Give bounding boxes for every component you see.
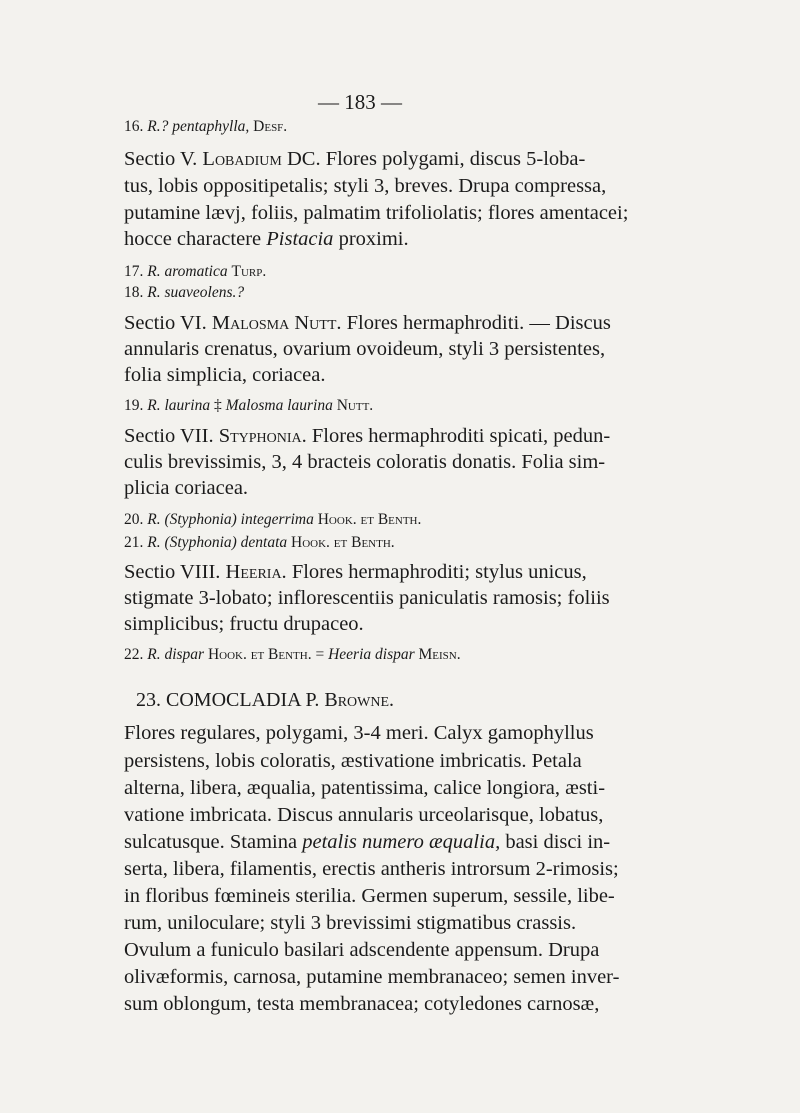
sectio-vii-line-2: culis brevissimis, 3, 4 bracteis coloratis donatis. Folia sim- [124, 451, 606, 473]
sectio-v-line-3: putamine lævj, foliis, palmatim trifoliolatis; flores amentacei; [124, 202, 629, 224]
desc-line-8: rum, uniloculare; styli 3 brevissimi stigmatibus crassis. [124, 912, 577, 934]
desc-line-7: in floribus fœmineis sterilia. Germen superum, sessile, libe- [124, 885, 615, 907]
genus-heading: 23. COMOCLADIA P. Browne. [136, 689, 395, 711]
list-item: 17. R. aromatica Turp. [124, 263, 267, 280]
list-item: 20. R. (Styphonia) integerrima Hook. et Benth. [124, 511, 422, 528]
sectio-viii-line-1: Sectio VIII. Heeria. Flores hermaphroditi; stylus unicus, [124, 561, 587, 583]
sectio-vii-line-3: plicia coriacea. [124, 477, 249, 499]
desc-line-9: Ovulum a funiculo basilari adscendente appensum. Drupa [124, 939, 600, 961]
desc-line-5: sulcatusque. Stamina petalis numero æqualia, basi disci in- [124, 831, 611, 853]
sectio-viii-line-2: stigmate 3-lobato; inflorescentiis paniculatis ramosis; foliis [124, 587, 610, 609]
desc-line-11: sum oblongum, testa membranacea; cotyledones carnosæ, [124, 993, 600, 1015]
list-item: 16. R.? pentaphylla, Desf. [124, 118, 288, 135]
desc-line-2: persistens, lobis coloratis, æstivatione imbricatis. Petala [124, 750, 582, 772]
sectio-v-line-4: hocce charactere Pistacia proximi. [124, 228, 409, 250]
list-item: 19. R. laurina ‡ Malosma laurina Nutt. [124, 397, 374, 414]
sectio-vi-line-3: folia simplicia, coriacea. [124, 364, 326, 386]
list-item: 21. R. (Styphonia) dentata Hook. et Benth. [124, 534, 395, 551]
list-item: 18. R. suaveolens.? [124, 284, 245, 301]
sectio-vii-line-1: Sectio VII. Styphonia. Flores hermaphroditi spicati, pedun- [124, 425, 611, 447]
sectio-viii-line-3: simplicibus; fructu drupaceo. [124, 613, 364, 635]
sectio-v-line-1: Sectio V. Lobadium DC. Flores polygami, discus 5-loba- [124, 148, 586, 170]
sectio-vi-line-2: annularis crenatus, ovarium ovoideum, styli 3 persistentes, [124, 338, 606, 360]
sectio-v-line-2: tus, lobis oppositipetalis; styli 3, breves. Drupa compressa, [124, 175, 607, 197]
desc-line-3: alterna, libera, æqualia, patentissima, calice longiora, æsti- [124, 777, 606, 799]
page-number: — 183 — [318, 90, 402, 114]
list-item: 22. R. dispar Hook. et Benth. = Heeria dispar Meisn. [124, 646, 461, 663]
sectio-vi-line-1: Sectio VI. Malosma Nutt. Flores hermaphroditi. — Discus [124, 312, 611, 334]
desc-line-4: vatione imbricata. Discus annularis urceolarisque, lobatus, [124, 804, 604, 826]
desc-line-6: serta, libera, filamentis, erectis antheris introrsum 2-rimosis; [124, 858, 619, 880]
desc-line-1: Flores regulares, polygami, 3-4 meri. Calyx gamophyllus [124, 722, 594, 744]
desc-line-10: olivæformis, carnosa, putamine membranaceo; semen inver- [124, 966, 620, 988]
